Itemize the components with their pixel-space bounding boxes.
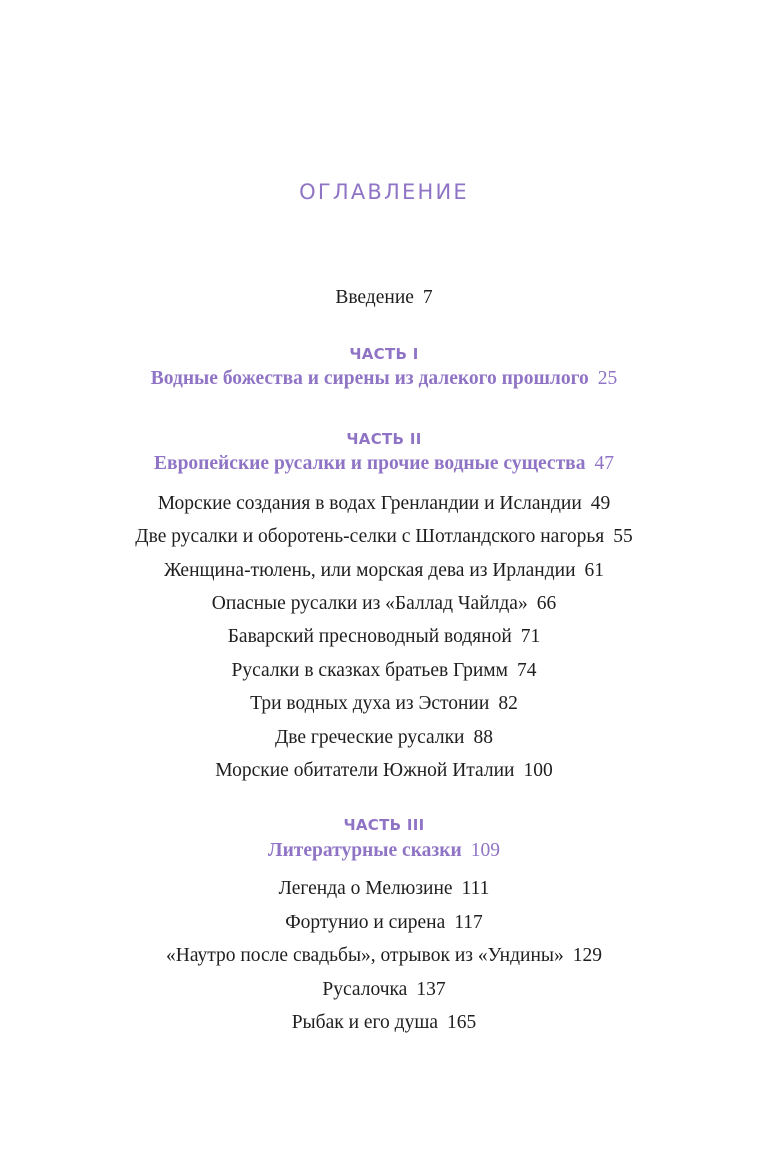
entry-label: Рыбак и его душа bbox=[291, 1012, 439, 1033]
entry-label: Две греческие русалки bbox=[275, 727, 465, 748]
part-title[interactable] bbox=[0, 367, 768, 391]
entry-page: 111 bbox=[461, 878, 490, 899]
toc-entry[interactable] bbox=[0, 1011, 768, 1035]
entry-label: Фортунио и сирена bbox=[285, 912, 446, 933]
entry-label: Введение bbox=[335, 287, 414, 308]
entry-page: 129 bbox=[572, 945, 603, 966]
part-label: ЧАСТЬ II bbox=[346, 430, 422, 448]
part-title-page: 109 bbox=[470, 840, 500, 861]
entry-page: 49 bbox=[590, 493, 611, 514]
part-title-label: Литературные сказки bbox=[268, 840, 462, 861]
entry-page: 100 bbox=[523, 760, 553, 781]
page-title: ОГЛАВЛЕНИЕ bbox=[299, 180, 469, 204]
entry-label: Три водных духа из Эстонии bbox=[250, 693, 490, 714]
toc-entry[interactable] bbox=[0, 592, 768, 616]
toc-entry[interactable] bbox=[0, 559, 768, 583]
entry-page: 55 bbox=[613, 526, 633, 547]
toc-entry[interactable] bbox=[0, 525, 768, 549]
toc-entry[interactable] bbox=[0, 944, 768, 968]
entry-page: 117 bbox=[454, 912, 483, 933]
entry-label: Опасные русалки из «Баллад Чайлда» bbox=[211, 593, 528, 614]
entry-label: Женщина-тюлень, или морская дева из Ирландии bbox=[163, 560, 576, 581]
toc-entry[interactable] bbox=[0, 759, 768, 783]
toc-entry[interactable] bbox=[0, 625, 768, 649]
entry-label: Морские создания в водах Гренландии и Исландии bbox=[157, 493, 582, 514]
entry-page: 74 bbox=[516, 660, 537, 681]
part-label: ЧАСТЬ III bbox=[343, 816, 425, 834]
toc-entry[interactable] bbox=[0, 978, 768, 1002]
entry-page: 165 bbox=[447, 1012, 477, 1033]
part-title[interactable] bbox=[0, 839, 768, 863]
toc-entry[interactable] bbox=[0, 692, 768, 716]
entry-label: Русалочка bbox=[322, 979, 408, 1000]
entry-label: Две русалки и оборотень-селки с Шотландского нагорья bbox=[135, 526, 605, 547]
part-title-label: Европейские русалки и прочие водные существа bbox=[154, 453, 586, 474]
entry-page: 88 bbox=[473, 727, 493, 748]
entry-label: Морские обитатели Южной Италии bbox=[215, 760, 515, 781]
toc-entry[interactable] bbox=[0, 726, 768, 750]
entry-page: 66 bbox=[536, 593, 557, 614]
toc-entry[interactable] bbox=[0, 877, 768, 901]
part-title[interactable] bbox=[0, 452, 768, 476]
entry-page: 137 bbox=[416, 979, 446, 1000]
entry-label: Легенда о Мелюзине bbox=[278, 878, 453, 899]
toc-entry-intro[interactable] bbox=[0, 286, 768, 310]
entry-label: Баварский пресноводный водяной bbox=[227, 626, 512, 647]
part-title-label: Водные божества и сирены из далекого прошлого bbox=[150, 368, 589, 389]
toc-entry[interactable] bbox=[0, 911, 768, 935]
part-title-page: 47 bbox=[594, 453, 614, 474]
entry-label: «Наутро после свадьбы», отрывок из «Ундины» bbox=[165, 945, 564, 966]
entry-page: 71 bbox=[520, 626, 541, 647]
part-label: ЧАСТЬ I bbox=[349, 345, 419, 363]
entry-label: Русалки в сказках братьев Гримм bbox=[231, 660, 508, 681]
entry-page: 82 bbox=[498, 693, 518, 714]
toc-entry[interactable] bbox=[0, 659, 768, 683]
entry-page: 7 bbox=[422, 287, 433, 308]
part-title-page: 25 bbox=[597, 368, 618, 389]
toc-entry[interactable] bbox=[0, 492, 768, 516]
entry-page: 61 bbox=[584, 560, 605, 581]
